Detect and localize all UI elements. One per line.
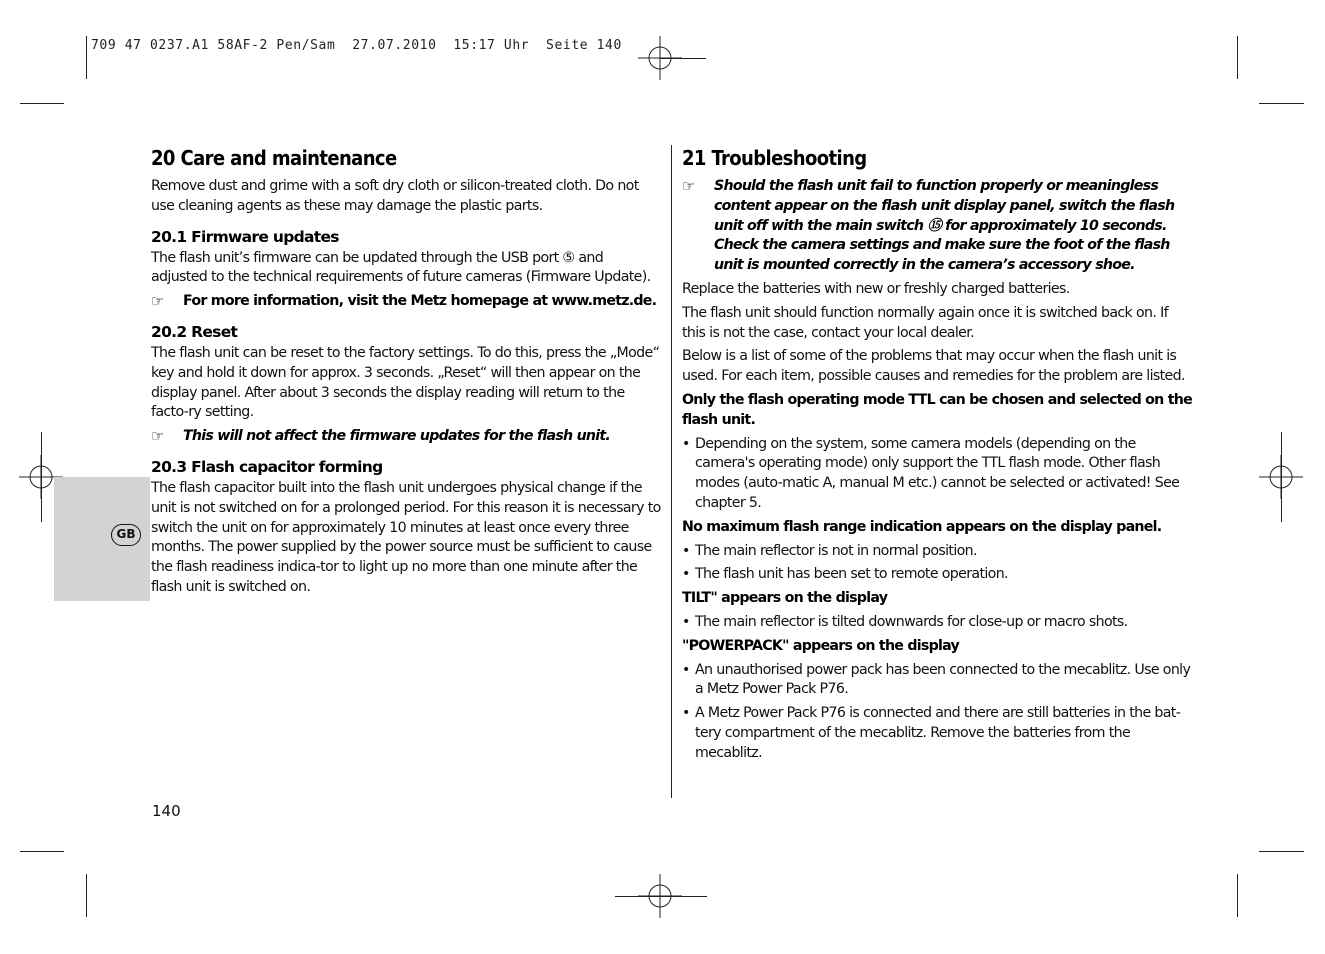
registration-line-bottom <box>615 896 707 897</box>
pointing-hand-icon: ☞ <box>682 177 695 195</box>
registration-line-right <box>1281 432 1282 522</box>
problem-bullet <box>682 613 1194 633</box>
crop-mark-bottom-right-vertical <box>1237 874 1238 917</box>
bullet-icon: • <box>682 661 690 678</box>
problem-bullet-text: An unauthorised power pack has been connected to the mecablitz. Use only a Metz Power Pack P76. <box>695 661 1191 698</box>
crop-mark-top-left-vertical <box>86 36 87 79</box>
registration-line-left <box>41 432 42 522</box>
right-column <box>682 145 1194 768</box>
problem-bullet <box>682 435 1194 514</box>
firmware-heading: 20.1 Firmware updates <box>151 227 339 246</box>
problem-bullet <box>682 565 1194 585</box>
reset-note-text: This will not affect the firmware updates for the flash unit. <box>183 428 611 445</box>
crop-mark-bottom-left-vertical <box>86 874 87 917</box>
reset-heading: 20.2 Reset <box>151 322 238 341</box>
capacitor-text: The flash capacitor built into the flash unit undergoes physical change if the unit is not switched on for a prolonged period. For this reason it is necessary to switch the unit on for approximately 10 minutes at least once every three months. The power supplied by the power source must be sufficient to cause the flash readiness indica-tor to light up no more than one minute after the flash unit is switched on. <box>151 479 661 595</box>
pointing-hand-icon: ☞ <box>151 427 164 446</box>
problem-heading: TILT" appears on the display <box>682 590 888 607</box>
problem-bullet-text: The main reflector is not in normal position. <box>695 542 977 559</box>
page-number: 140 <box>152 802 181 820</box>
problem-bullet <box>682 661 1194 701</box>
problem-heading: Only the flash operating mode TTL can be chosen and selected on the flash unit. <box>682 391 1192 428</box>
registration-line-top <box>660 58 706 59</box>
problem-heading: "POWERPACK" appears on the display <box>682 637 959 654</box>
section-title-troubleshooting: 21 Troubleshooting <box>682 146 867 170</box>
care-intro: Remove dust and grime with a soft dry cloth or silicon-treated cloth. Do not use cleaning agents as these may damage the plastic parts. <box>151 178 639 214</box>
capacitor-heading: 20.3 Flash capacitor forming <box>151 457 383 476</box>
crop-mark-top-right-vertical <box>1237 36 1238 79</box>
firmware-note-text: For more information, visit the Metz homepage at www.metz.de. <box>183 293 657 310</box>
troubleshooting-para-1: Replace the batteries with new or freshly charged batteries. <box>682 280 1070 297</box>
problem-bullet <box>682 704 1194 763</box>
problem-heading: No maximum flash range indication appears on the display panel. <box>682 518 1162 535</box>
left-column <box>151 145 663 602</box>
bullet-icon: • <box>682 542 690 559</box>
section-title-care: 20 Care and maintenance <box>151 146 397 170</box>
crop-mark-bottom-left-horizontal <box>20 851 64 852</box>
troubleshooting-note-text: Should the flash unit fail to function properly or meaningless content appear on the flash unit display panel, switch the flash unit off with the main switch ⑮ for approximately 10 seconds. Check the camera settings and make sure the foot of the flash unit is mounted correctly in the camera’s accessory shoe. <box>714 178 1175 274</box>
language-badge-gb: GB <box>111 524 141 546</box>
troubleshooting-para-3: Below is a list of some of the problems that may occur when the flash unit is used. For each item, possible causes and remedies for the problem are listed. <box>682 348 1185 385</box>
reset-text: The flash unit can be reset to the factory settings. To do this, press the „Mode“ key and hold it down for approx. 3 seconds. „Reset“ will then appear on the display panel. After about 3 seconds the display reading will return to the facto-ry setting. <box>151 344 660 421</box>
firmware-text: The flash unit’s firmware can be updated through the USB port ⑤ and adjusted to the technical requirements of future cameras (Firmware Update). <box>151 249 651 286</box>
troubleshooting-para-2: The flash unit should function normally again once it is switched back on. If this is not the case, contact your local dealer. <box>682 304 1168 341</box>
problem-bullet-text: The main reflector is tilted downwards for close-up or macro shots. <box>695 613 1128 630</box>
troubleshooting-note <box>682 177 1194 276</box>
pointing-hand-icon: ☞ <box>151 292 164 311</box>
bullet-icon: • <box>682 705 690 722</box>
problem-bullet-text: The flash unit has been set to remote operation. <box>695 566 1008 583</box>
column-divider <box>671 145 672 798</box>
problem-bullet-text: Depending on the system, some camera models (depending on the camera's operating mode) only support the TTL flash mode. Other flash modes (auto-matic A, manual M etc.) cannot be selected or activated! See chapter 5. <box>695 435 1180 511</box>
bullet-icon: • <box>682 566 690 583</box>
problem-bullet-text: A Metz Power Pack P76 is connected and there are still batteries in the bat-tery compartment of the mecablitz. Remove the batteries from the mecablitz. <box>695 705 1181 761</box>
problem-bullet <box>682 542 1194 562</box>
print-slug-line: 709 47 0237.A1 58AF-2 Pen/Sam 27.07.2010 15:17 Uhr Seite 140 <box>91 38 622 53</box>
crop-mark-top-right-horizontal <box>1259 103 1304 104</box>
firmware-note <box>151 292 663 312</box>
crop-mark-bottom-right-horizontal <box>1259 851 1304 852</box>
crop-mark-top-left-horizontal <box>20 103 64 104</box>
bullet-icon: • <box>682 435 690 452</box>
bullet-icon: • <box>682 613 690 630</box>
reset-note <box>151 427 663 447</box>
